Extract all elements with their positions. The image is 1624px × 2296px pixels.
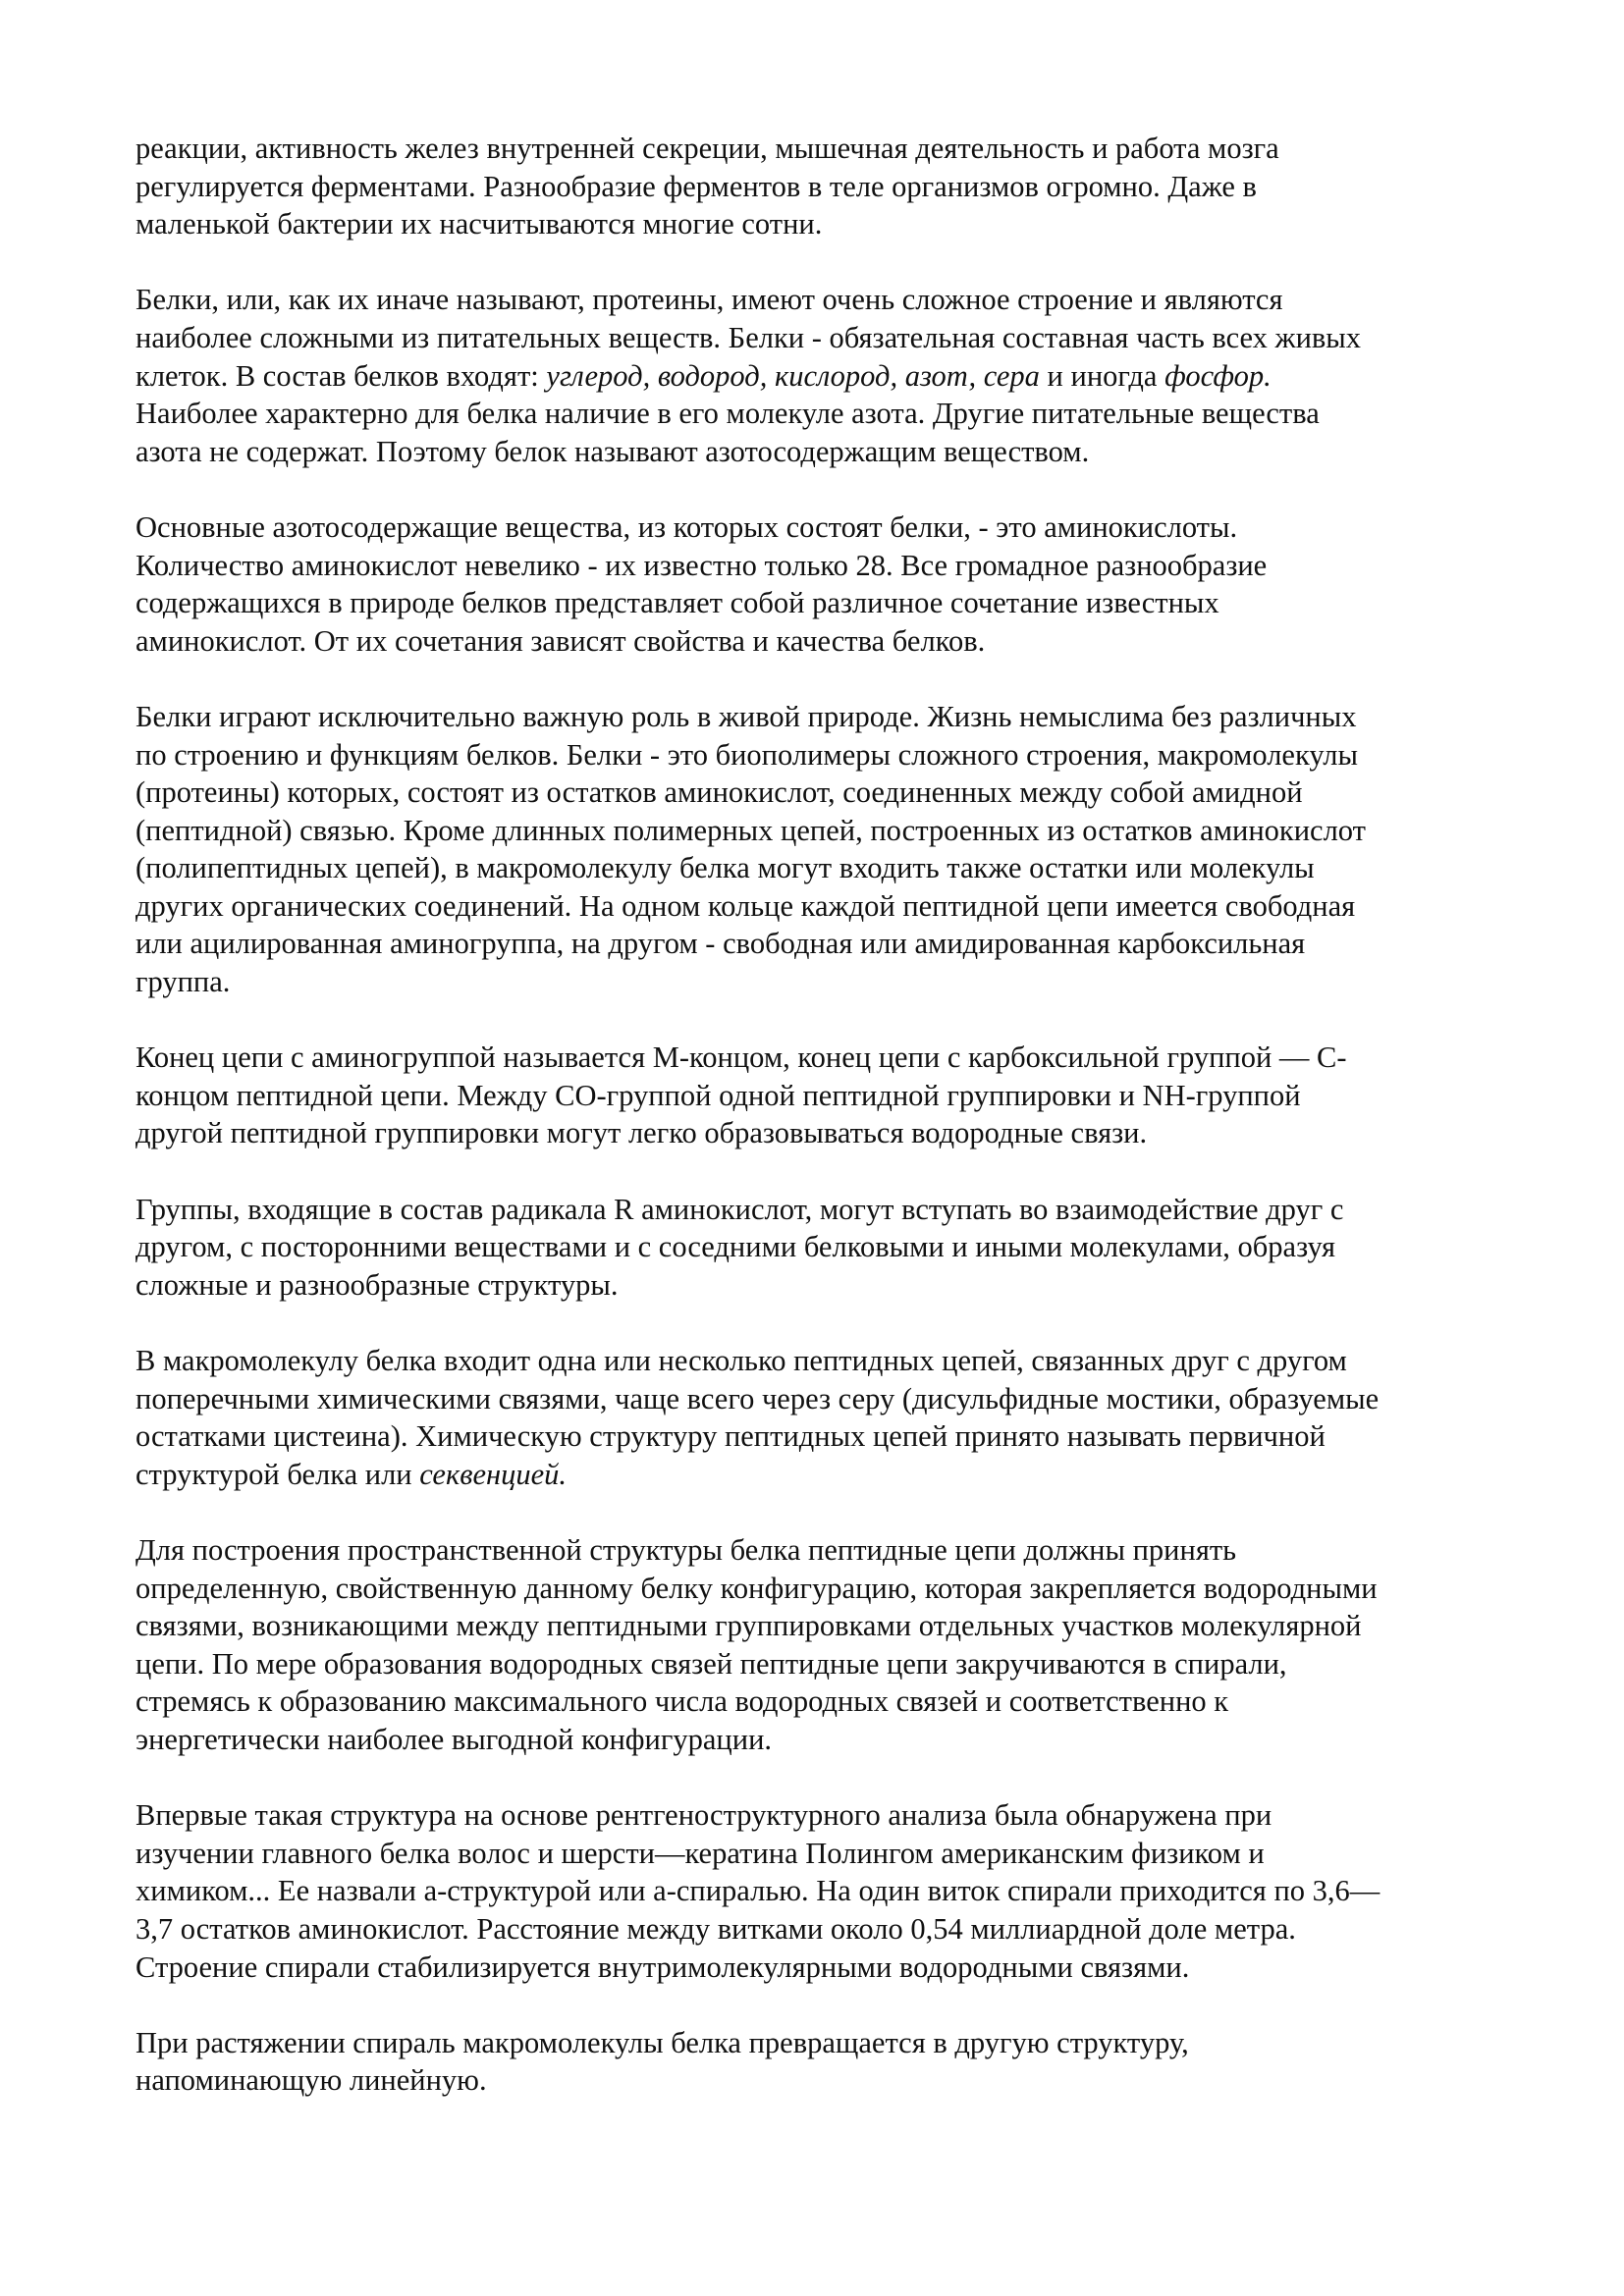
text-run: структурой белка или [135, 1457, 420, 1491]
text-line [135, 1796, 1510, 1835]
text-run: маленькой бактерии их насчитываются многие сотни. [135, 207, 823, 241]
italic-text: углерод, водород, кислород, азот, сера [546, 358, 1040, 393]
text-line [135, 1570, 1510, 1608]
text-line [135, 2061, 1510, 2100]
text-run: концом пептидной цепи. Между СО-группой одной пептидной группировки и NH-группой [135, 1078, 1301, 1112]
text-run: напоминающую линейную. [135, 2063, 487, 2098]
text-run: Количество аминокислот невелико - их известно только 28. Все громадное разнообразие [135, 548, 1268, 582]
text-line [135, 1645, 1510, 1683]
italic-text: секвенцией. [419, 1457, 568, 1491]
text-run: клеток. В состав белков входят: [135, 358, 547, 393]
text-run: В макромолекулу белка входит одна или несколько пептидных цепей, связанных друг с другом [135, 1344, 1347, 1377]
text-run: аминокислот. От их сочетания зависят свойства и качества белков. [135, 623, 986, 658]
text-line [135, 1531, 1510, 1570]
text-run: (полипептидных цепей), в макромолекулу белка могут входить также остатки или молекулы [135, 851, 1315, 885]
text-run: другой пептидной группировки могут легко образовываться водородные связи. [135, 1116, 1148, 1150]
text-line [135, 281, 1510, 319]
text-line [135, 1682, 1510, 1721]
text-run: Белки, или, как их иначе называют, протеины, имеют очень сложное строение и являются [135, 283, 1283, 317]
text-line [135, 1949, 1510, 1987]
text-run: содержащихся в природе белков представляет собой различное сочетание известных [135, 586, 1219, 620]
text-line [135, 925, 1510, 963]
paragraph [135, 1342, 1510, 1493]
text-run: При растяжении спираль макромолекулы белка превращается в другую структуру, [135, 2025, 1189, 2059]
text-run: стремясь к образованию максимального числа водородных связей и соответственно к [135, 1684, 1229, 1719]
text-line [135, 1835, 1510, 1873]
text-run: Конец цепи с аминогруппой называется М-концом, конец цепи с карбоксильной группой — С- [135, 1041, 1347, 1075]
text-line [135, 1380, 1510, 1418]
text-line [135, 1417, 1510, 1456]
paragraph [135, 1191, 1510, 1305]
text-line [135, 1039, 1510, 1077]
document-page [135, 130, 1510, 2100]
text-line [135, 622, 1510, 661]
text-run: по строению и функциям белков. Белки - это биополимеры сложного строения, макромолекулы [135, 737, 1358, 772]
text-run: связями, возникающими между пептидными группировками отдельных участков молекулярной [135, 1609, 1362, 1643]
text-line [135, 1266, 1510, 1305]
text-line [135, 547, 1510, 585]
text-line [135, 168, 1510, 206]
text-line [135, 395, 1510, 433]
paragraph [135, 1531, 1510, 1759]
text-line [135, 433, 1510, 471]
text-line [135, 357, 1510, 396]
text-line [135, 2024, 1510, 2062]
text-run: Впервые такая структура на основе рентгеноструктурного анализа была обнаружена при [135, 1798, 1272, 1833]
text-line [135, 1228, 1510, 1266]
text-run: реакции, активность желез внутренней секреции, мышечная деятельность и работа мозга [135, 132, 1279, 165]
text-run: Наиболее характерно для белка наличие в его молекуле азота. Другие питательные вещества [135, 397, 1320, 431]
text-run: цепи. По мере образования водородных связей пептидные цепи закручиваются в спирали, [135, 1646, 1287, 1681]
text-run: поперечными химическими связями, чаще всего через серу (дисульфидные мостики, образуемые [135, 1381, 1380, 1415]
text-line [135, 1872, 1510, 1910]
paragraph [135, 130, 1510, 243]
text-line [135, 774, 1510, 812]
text-line [135, 1910, 1510, 1949]
text-run: Основные азотосодержащие вещества, из которых состоят белки, - это аминокислоты. [135, 509, 1238, 544]
text-line [135, 508, 1510, 547]
text-run: другом, с посторонними веществами и с соседними белковыми и иными молекулами, образуя [135, 1230, 1335, 1264]
text-line [135, 1607, 1510, 1645]
text-run: (пептидной) связью. Кроме длинных полимерных цепей, построенных из остатков аминокислот [135, 813, 1366, 847]
paragraph [135, 281, 1510, 470]
text-line [135, 887, 1510, 926]
text-run: Белки играют исключительно важную роль в живой природе. Жизнь немыслима без различных [135, 699, 1357, 733]
text-line [135, 205, 1510, 243]
text-line [135, 319, 1510, 357]
text-run: остатками цистеина). Химическую структуру пептидных цепей принято называть первичной [135, 1419, 1326, 1454]
text-line [135, 1456, 1510, 1494]
text-run: определенную, свойственную данному белку конфигурацию, которая закрепляется водородными [135, 1571, 1378, 1605]
text-line [135, 736, 1510, 774]
text-line [135, 849, 1510, 887]
text-run: Строение спирали стабилизируется внутримолекулярными водородными связями. [135, 1949, 1190, 1984]
text-run: энергетически наиболее выгодной конфигурации. [135, 1722, 773, 1756]
text-run: (протеины) которых, состоят из остатков аминокислот, соединенных между собой амидной [135, 775, 1303, 810]
text-run: наиболее сложными из питательных веществ. Белки - обязательная составная часть всех живых [135, 320, 1362, 354]
text-line [135, 698, 1510, 736]
paragraph [135, 508, 1510, 660]
text-run: и иногда [1039, 358, 1165, 393]
text-run: изучении главного белка волос и шерсти—кератина Полингом американским физиком и [135, 1836, 1265, 1870]
text-run: группа. [135, 965, 231, 999]
text-run: Для построения пространственной структуры белка пептидные цепи должны принять [135, 1532, 1237, 1567]
text-run: химиком... Ее назвали а-структурой или а-спиралью. На один виток спирали приходится по 3,6— [135, 1874, 1380, 1908]
text-run: Группы, входящие в состав радикала R аминокислот, могут вступать во взаимодействие друг с [135, 1192, 1344, 1226]
text-run: или ацилированная аминогруппа, на другом - свободная или амидированная карбоксильная [135, 927, 1306, 961]
text-line [135, 130, 1510, 168]
text-run: сложные и разнообразные структуры. [135, 1267, 619, 1302]
text-run: азота не содержат. Поэтому белок называют азотосодержащим веществом. [135, 434, 1090, 468]
text-run: 3,7 остатков аминокислот. Расстояние между витками около 0,54 миллиардной доле метра. [135, 1911, 1296, 1946]
text-line [135, 1114, 1510, 1152]
text-line [135, 1721, 1510, 1759]
paragraph [135, 1039, 1510, 1152]
text-line [135, 584, 1510, 622]
text-line [135, 1191, 1510, 1229]
paragraph [135, 2024, 1510, 2100]
text-run: других органических соединений. На одном кольце каждой пептидной цепи имеется свободная [135, 888, 1356, 923]
text-run: регулируется ферментами. Разнообразие ферментов в теле организмов огромно. Даже в [135, 169, 1257, 203]
italic-text: фосфор. [1164, 358, 1272, 393]
text-line [135, 963, 1510, 1001]
paragraph [135, 1796, 1510, 1986]
text-line [135, 812, 1510, 850]
text-line [135, 1077, 1510, 1115]
paragraph [135, 698, 1510, 1001]
text-line [135, 1342, 1510, 1380]
